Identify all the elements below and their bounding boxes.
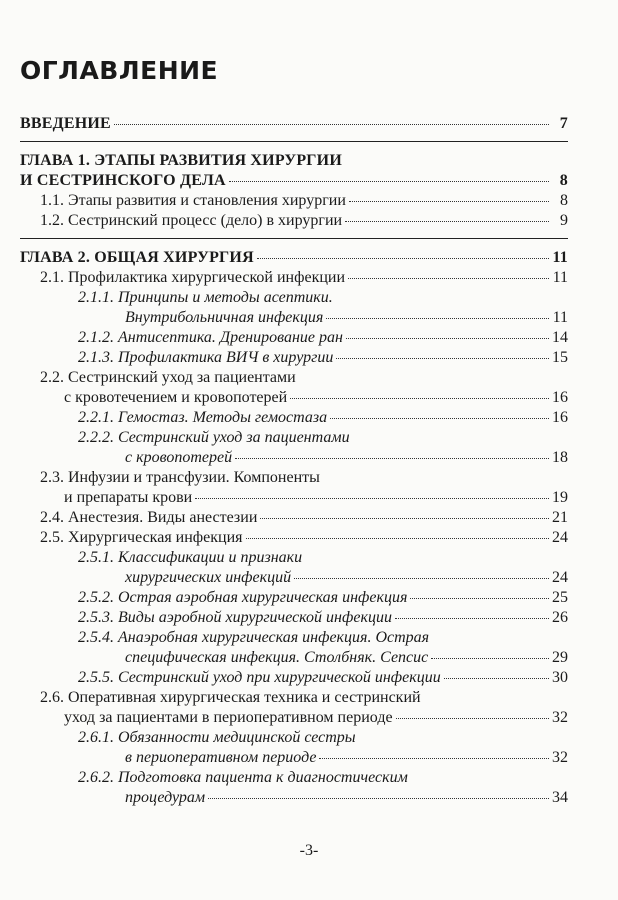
toc-page-number: 16 (552, 409, 568, 426)
toc-entry-text: в периоперативном периоде (125, 749, 317, 766)
toc-entry[interactable] (20, 151, 568, 191)
toc-entry[interactable] (20, 211, 568, 231)
dot-leader (431, 658, 549, 659)
toc-page-number: 34 (552, 789, 568, 806)
toc-entry-text: 2.6.1. Обязанности медицинской сестры (78, 729, 356, 746)
dot-leader (396, 718, 549, 719)
toc-entry[interactable] (20, 608, 568, 628)
toc-entry-text: уход за пациентами в периоперативном периоде (64, 709, 393, 726)
toc-page-number: 9 (560, 212, 568, 229)
toc-page-number: 14 (552, 329, 568, 346)
toc-entry-text: 2.4. Анестезия. Виды анестезии (40, 509, 258, 526)
dot-leader (114, 124, 549, 125)
toc-page-number: 32 (552, 749, 568, 766)
toc-page-number: 11 (552, 249, 568, 266)
toc-entry-text: 2.2. Сестринский уход за пациентами (40, 369, 296, 386)
toc-entry-text: 2.1. Профилактика хирургической инфекции (40, 269, 346, 286)
dot-leader (346, 338, 549, 339)
toc-entry-text: с кровотечением и кровопотерей (64, 389, 288, 406)
dot-leader (208, 798, 549, 799)
toc-entry[interactable] (20, 548, 568, 588)
toc-page-number: 8 (560, 192, 568, 209)
toc-entry-text: 2.5. Хирургическая инфекция (40, 529, 243, 546)
toc-entry[interactable] (20, 688, 568, 728)
toc-entry-text: 2.5.2. Острая аэробная хирургическая инфекция (78, 589, 408, 606)
toc-entry[interactable] (20, 628, 568, 668)
toc-entry-text: 2.6.2. Подготовка пациента к диагностическим (78, 769, 408, 786)
toc-entry[interactable] (20, 248, 568, 268)
dot-leader (195, 498, 549, 499)
toc-entry[interactable] (20, 408, 568, 428)
toc-page-number: 26 (552, 609, 568, 626)
toc-entry-text: и препараты крови (64, 489, 193, 506)
toc-entry-text: 2.2.1. Гемостаз. Методы гемостаза (78, 409, 328, 426)
toc-entry[interactable] (20, 328, 568, 348)
toc-entry-text: Внутрибольничная инфекция (125, 309, 324, 326)
toc-page-number: 11 (552, 269, 568, 286)
toc-page-number: 32 (552, 709, 568, 726)
dot-leader (348, 278, 549, 279)
toc-page-number: 21 (552, 509, 568, 526)
dot-leader (260, 518, 549, 519)
dot-leader (229, 181, 549, 182)
dot-leader (257, 258, 549, 259)
toc-page-number: 11 (552, 309, 568, 326)
toc-entry-text: с кровопотерей (125, 449, 233, 466)
toc-entry-text: 2.1.1. Принципы и методы асептики. (78, 289, 333, 306)
toc-page-number: 29 (552, 649, 568, 666)
dot-leader (345, 221, 549, 222)
dot-leader (410, 598, 549, 599)
toc-page-number: 30 (552, 669, 568, 686)
toc-page-number: 7 (559, 115, 568, 132)
toc-page-number: 16 (552, 389, 568, 406)
toc-entry-text: 2.3. Инфузии и трансфузии. Компоненты (40, 469, 320, 486)
toc-entry[interactable] (20, 668, 568, 688)
page-number: -3- (299, 842, 319, 859)
toc-entry[interactable] (20, 428, 568, 468)
toc-entry[interactable] (20, 288, 568, 328)
toc-entry[interactable] (20, 114, 568, 134)
dot-leader (319, 758, 549, 759)
toc-entry-text: специфическая инфекция. Столбняк. Сепсис (125, 649, 429, 666)
dot-leader (326, 318, 549, 319)
dot-leader (444, 678, 549, 679)
section-divider (20, 141, 568, 142)
toc-entry-text: 2.1.2. Антисептика. Дренирование ран (78, 329, 343, 346)
toc-entry-text: 1.1. Этапы развития и становления хирургии (40, 192, 346, 209)
toc-page-number: 24 (552, 529, 568, 546)
toc-entry-text: 2.5.5. Сестринский уход при хирургической инфекции (78, 669, 441, 686)
dot-leader (246, 538, 549, 539)
toc-entry[interactable] (20, 348, 568, 368)
toc-entry-text: 2.5.1. Классификации и признаки (78, 549, 303, 566)
toc-entry-text: 2.2.2. Сестринский уход за пациентами (78, 429, 350, 446)
toc-page-number: 15 (552, 349, 568, 366)
toc-entry-text: процедурам (125, 789, 206, 806)
toc-entry-text: 2.5.3. Виды аэробной хирургической инфекции (78, 609, 392, 626)
dot-leader (290, 398, 549, 399)
toc-entry-text: хирургических инфекций (125, 569, 292, 586)
toc-page-number: 19 (552, 489, 568, 506)
toc-entry[interactable] (20, 588, 568, 608)
toc-page-number: 8 (559, 172, 568, 189)
toc-entry[interactable] (20, 528, 568, 548)
toc-entry[interactable] (20, 368, 568, 408)
toc-entry-text: ГЛАВА 1. ЭТАПЫ РАЗВИТИЯ ХИРУРГИИ (20, 152, 342, 169)
dot-leader (330, 418, 549, 419)
toc-entry-text: 2.5.4. Анаэробная хирургическая инфекция. Острая (78, 629, 430, 646)
toc-entry-text: ВВЕДЕНИЕ (20, 115, 111, 132)
toc-entry-text: 2.6. Оперативная хирургическая техника и сестринский (40, 689, 421, 706)
dot-leader (349, 201, 549, 202)
dot-leader (294, 578, 549, 579)
page-title: ОГЛАВЛЕНИЕ (20, 56, 219, 85)
toc-page-number: 25 (552, 589, 568, 606)
toc-entry-text: ГЛАВА 2. ОБЩАЯ ХИРУРГИЯ (20, 249, 254, 266)
toc-entry-text: И СЕСТРИНСКОГО ДЕЛА (20, 172, 226, 189)
toc-page-number: 18 (552, 449, 568, 466)
section-divider (20, 238, 568, 239)
table-of-contents (20, 114, 568, 808)
dot-leader (395, 618, 549, 619)
toc-entry[interactable] (20, 468, 568, 508)
toc-entry[interactable] (20, 728, 568, 768)
toc-entry[interactable] (20, 191, 568, 211)
toc-entry[interactable] (20, 268, 568, 288)
dot-leader (336, 358, 549, 359)
toc-entry[interactable] (20, 508, 568, 528)
dot-leader (235, 458, 549, 459)
toc-entry[interactable] (20, 768, 568, 808)
toc-entry-text: 1.2. Сестринский процесс (дело) в хирургии (40, 212, 343, 229)
toc-page-number: 24 (552, 569, 568, 586)
toc-entry-text: 2.1.3. Профилактика ВИЧ в хирургии (78, 349, 334, 366)
